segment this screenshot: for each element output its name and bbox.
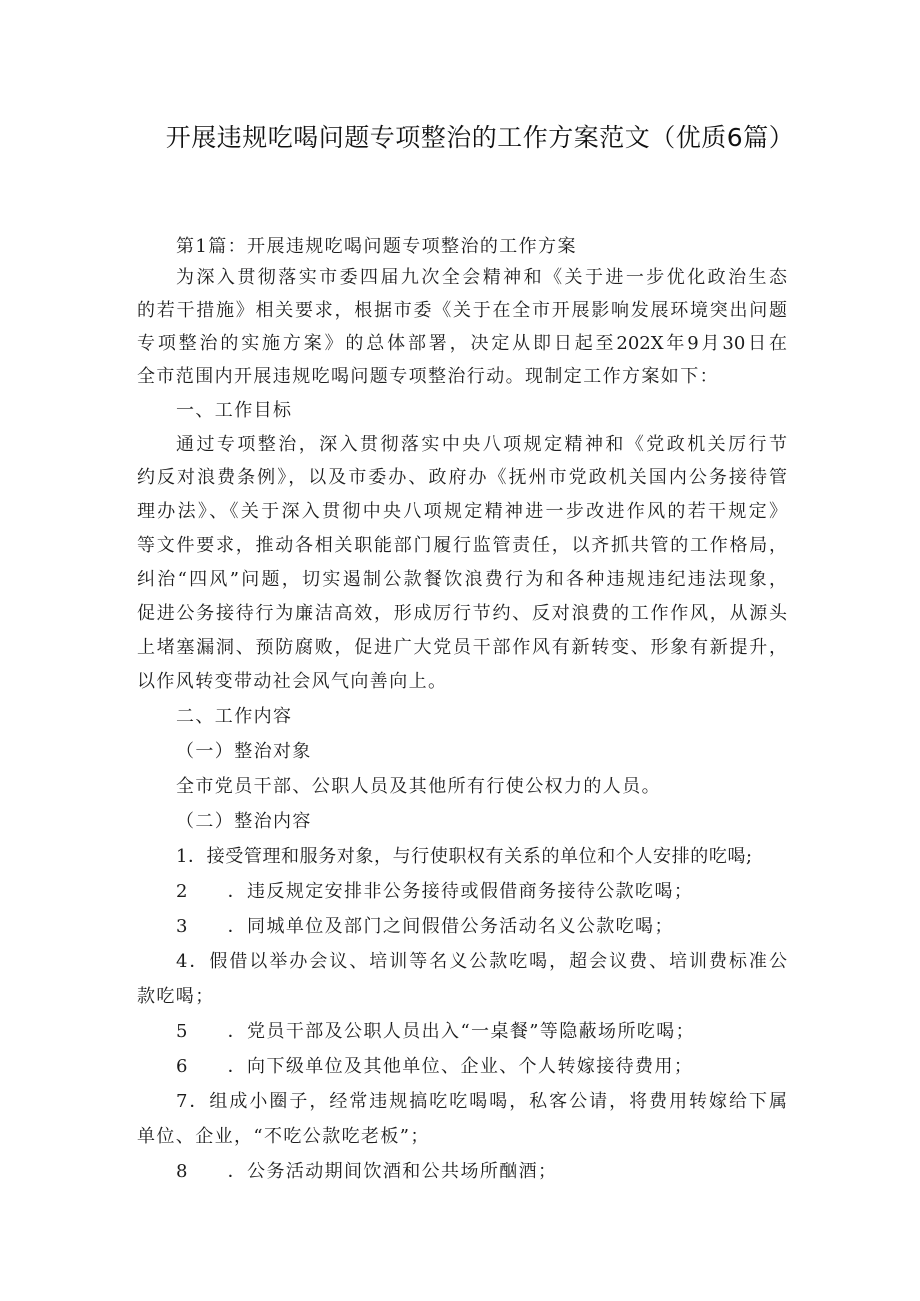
document-title: 开展违规吃喝问题专项整治的工作方案范文（优质6篇） [165,123,795,152]
section-heading-goals: 一、工作目标 [176,400,293,421]
paragraph-line: 全市范围内开展违规吃喝问题专项整治行动。现制定工作方案如下： [137,366,719,387]
paragraph-line: 上堵塞漏洞、预防腐败，促进广大党员干部作风有新转变、形象有新提升， [137,637,787,658]
paragraph-line: 以作风转变带动社会风气向善向上。 [137,671,448,692]
subsection-heading-targets: （一）整治对象 [176,741,312,762]
list-item: 8 ．公务活动期间饮酒和公共场所酗酒； [176,1161,558,1182]
list-item-continuation: 单位、企业，“不吃公款吃老板”； [137,1126,430,1147]
paragraph-line: 纠治“四风”问题，切实遏制公款餐饮浪费行为和各种违规违纪违法现象， [137,569,787,590]
list-item: 5 ．党员干部及公职人员出入“一桌餐”等隐蔽场所吃喝； [176,1021,696,1042]
paragraph-line: 专项整治的实施方案》的总体部署，决定从即日起至202X年9月30日在 [137,333,787,354]
paragraph-line: 通过专项整治，深入贯彻落实中央八项规定精神和《党政机关厉行节 [176,434,787,455]
list-item: 3 ．同城单位及部门之间假借公务活动名义公款吃喝； [176,916,674,937]
list-item: 4．假借以举办会议、培训等名义公款吃喝，超会议费、培训费标准公 [176,951,787,972]
list-item: 6 ．向下级单位及其他单位、企业、个人转嫁接待费用； [176,1056,694,1077]
paragraph-line: 等文件要求，推动各相关职能部门履行监管责任，以齐抓共管的工作格局， [137,535,787,556]
article-1-heading: 第1篇：开展违规吃喝问题专项整治的工作方案 [176,236,577,257]
paragraph-line: 为深入贯彻落实市委四届九次全会精神和《关于进一步优化政治生态 [176,267,787,288]
paragraph-line: 理办法》、《关于深入贯彻中央八项规定精神进一步改进作风的若干规定》 [137,501,787,522]
list-item-continuation: 款吃喝； [137,986,215,1007]
list-item: 7．组成小圈子，经常违规搞吃吃喝喝，私客公请，将费用转嫁给下属 [176,1091,787,1112]
paragraph-line: 约反对浪费条例》，以及市委办、政府办《抚州市党政机关国内公务接待管 [137,467,787,488]
paragraph-line: 促进公务接待行为廉洁高效，形成厉行节约、反对浪费的工作作风，从源头 [137,603,787,624]
list-item: 2 ．违反规定安排非公务接待或假借商务接待公款吃喝； [176,881,694,902]
paragraph-line: 全市党员干部、公职人员及其他所有行使公权力的人员。 [176,776,661,797]
subsection-heading-items: （二）整治内容 [176,811,312,832]
list-item: 1．接受管理和服务对象，与行使职权有关系的单位和个人安排的吃喝; [176,846,753,867]
paragraph-line: 的若干措施》相关要求，根据市委《关于在全市开展影响发展环境突出问题 [137,300,787,321]
section-heading-content: 二、工作内容 [176,706,293,727]
